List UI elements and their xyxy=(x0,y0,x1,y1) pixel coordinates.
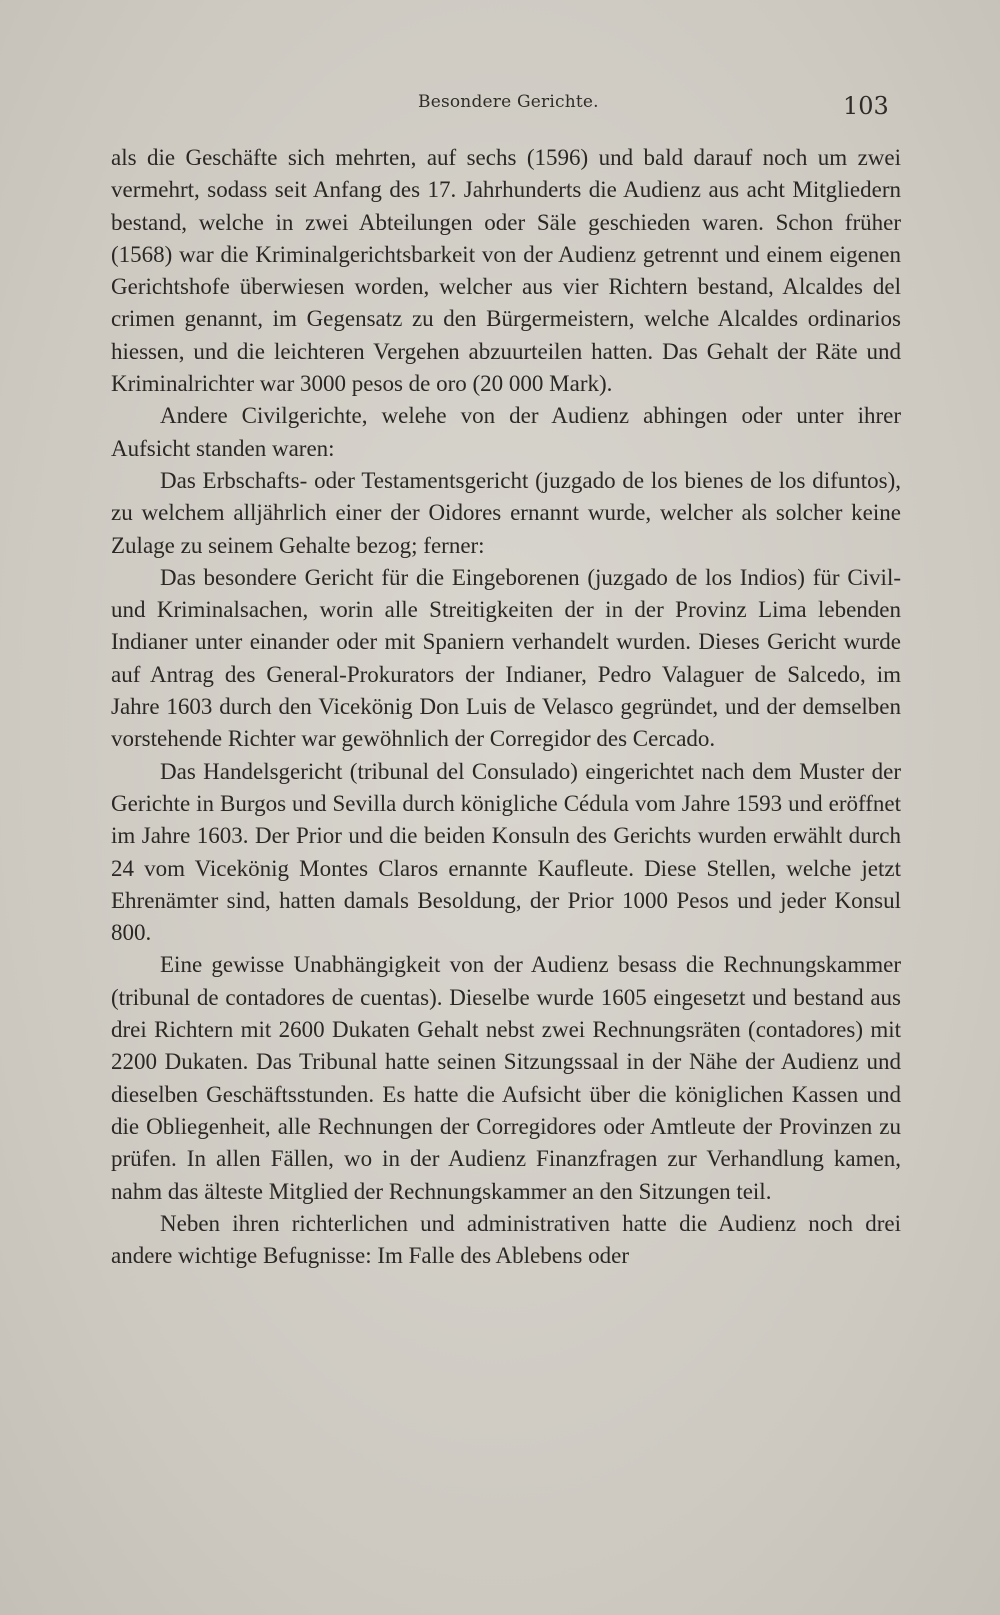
paragraph-accounting-chamber: Eine gewisse Unabhängigkeit von der Audienz besass die Rechnungskammer (tribunal de contadores de cuentas). Dieselbe wurde 1605 eingesetzt und bestand aus drei Richtern mit 2600 Dukaten Gehalt nebst zwei Rechnungsräten (contadores) mit 2200 Dukaten. Das Tribunal hatte seinen Sitzungssaal in der Nähe der Audienz und dieselben Geschäftsstunden. Es hatte die Aufsicht über die königlichen Kassen und die Obliegenheit, alle Rechnungen der Corregidores oder Amtleute der Provinzen zu prüfen. In allen Fällen, wo in der Audienz Finanzfragen zur Verhandlung kamen, nahm das älteste Mitglied der Rechnungskammer an den Sitzungen teil. xyxy=(111,952,901,1204)
paragraph-commerce-court: Das Handelsgericht (tribunal del Consulado) eingerichtet nach dem Muster der Gerichte in Burgos und Sevilla durch königliche Cédula vom Jahre 1593 und eröffnet im Jahre 1603. Der Prior und die beiden Konsuln des Gerichts wurden erwählt durch 24 vom Vicekönig Montes Claros ernannte Kaufleute. Diese Stellen, welche jetzt Ehrenämter sind, hatten damals Besoldung, der Prior 1000 Pesos und jeder Konsul 800. xyxy=(111,758,901,946)
paragraph-other-powers: Neben ihren richterlichen und administrativen hatte die Audienz noch drei andere wichtige Befugnisse: Im Falle des Ablebens oder xyxy=(111,1210,901,1269)
paragraph-inheritance-court: Das Erbschafts- oder Testamentsgericht (juzgado de los bienes de los difuntos), zu welchem alljährlich einer der Oidores ernannt wurde, welcher als solcher keine Zulage zu seinem Gehalte bezog; ferner: xyxy=(111,467,901,558)
paragraph-indian-court: Das besondere Gericht für die Eingeborenen (juzgado de los Indios) für Civil- und Kriminalsachen, worin alle Streitigkeiten der in der Provinz Lima lebenden Indianer unter einander oder mit Spaniern verhandelt wurden. Dieses Gericht wurde auf Antrag des General-Prokurators der Indianer, Pedro Valaguer de Salcedo, im Jahre 1603 durch den Vicekönig Don Luis de Velasco gegründet, und der demselben vorstehende Richter war gewöhnlich der Corregidor des Cercado. xyxy=(111,564,901,752)
body-text xyxy=(111,142,901,1272)
page-number: 103 xyxy=(843,92,889,120)
paragraph-other-civil-courts: Andere Civilgerichte, welehe von der Audienz abhingen oder unter ihrer Aufsicht standen waren: xyxy=(111,403,901,461)
running-head: Besondere Gerichte. xyxy=(418,92,599,112)
paragraph-continued: als die Geschäfte sich mehrten, auf sechs (1596) und bald darauf noch um zwei vermehrt, sodass seit Anfang des 17. Jahrhunderts die Audienz aus acht Mitgliedern bestand, welche in zwei Abteilungen oder Säle geschieden waren. Schon früher (1568) war die Kriminalgerichtsbarkeit von der Audienz getrennt und einem eigenen Gerichtshofe überwiesen worden, welcher aus vier Richtern bestand, Alcaldes del crimen genannt, im Gegensatz zu den Bürgermeistern, welche Alcaldes ordinarios hiessen, und die leichteren Vergehen abzuurteilen hatten. Das Gehalt der Räte und Kriminalrichter war 3000 pesos de oro (20 000 Mark). xyxy=(111,145,901,397)
